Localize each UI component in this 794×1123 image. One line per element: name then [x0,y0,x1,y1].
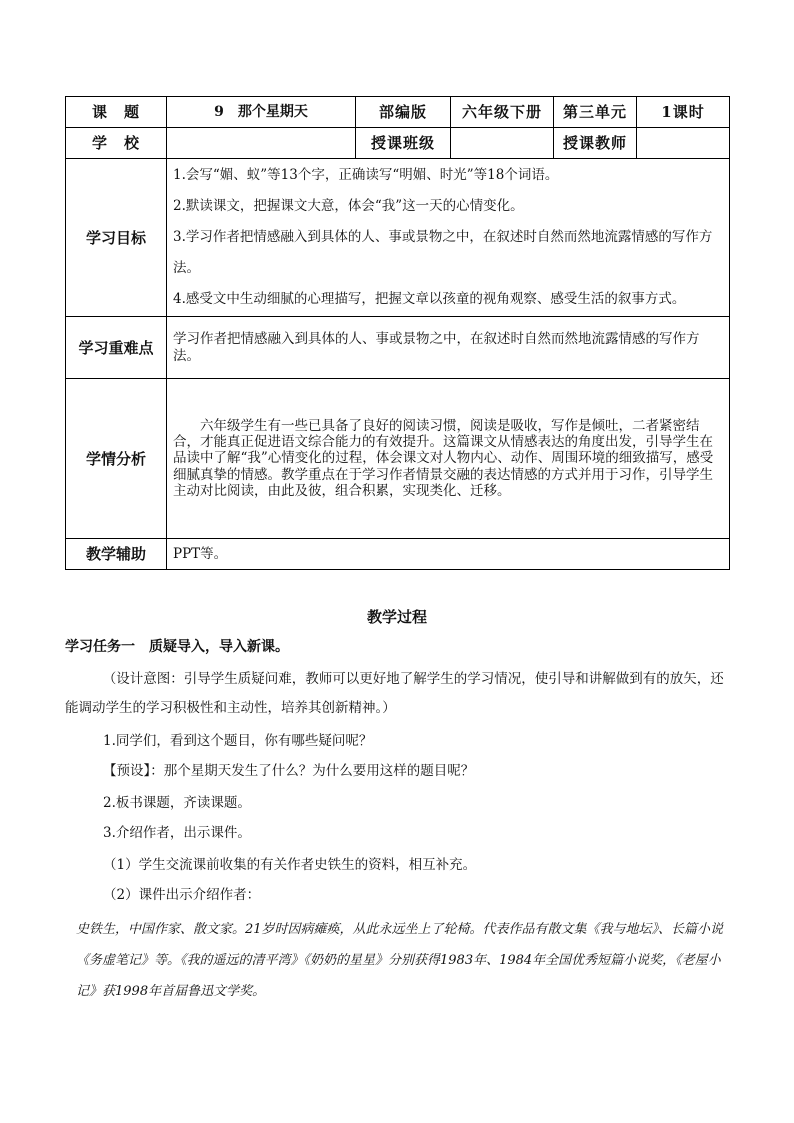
class-label: 授课班级 [356,128,451,159]
table-row-school [66,128,730,159]
step-2: 2.板书课题，齐读课题。 [103,795,251,811]
class-value [451,128,554,159]
key-points-text: 学习作者把情感融入到具体的人、事或景物之中，在叙述时自然而然地流露情感的写作方法。 [167,317,730,379]
author-intro: 史铁生，中国作家、散文家。21岁时因病瘫痪，从此永远坐上了轮椅。代表作品有散文集《我与地坛》、长篇小说《务虚笔记》等。《我的遥远的清平湾》《奶奶的星星》分别获得1983年、1984年全国优秀短篇小说奖，《老屋小记》获1998年首届鲁迅文学奖。 [76,922,724,999]
aids-label: 教学辅助 [66,539,167,570]
step-1: 1.同学们，看到这个题目，你有哪些疑问呢？ [103,733,373,749]
school-value [167,128,356,159]
school-label: 学 校 [66,128,167,159]
sub-step-1: （1）学生交流课前收集的有关作者史铁生的资料，相互补充。 [103,857,477,873]
teacher-value [637,128,730,159]
table-row-analysis [66,379,730,539]
key-points-label: 学习重难点 [66,317,167,379]
grade-value: 六年级下册 [451,97,554,128]
unit-value: 第三单元 [554,97,637,128]
aids-text: PPT等。 [167,539,730,570]
teacher-label: 授课教师 [554,128,637,159]
table-row-key-points [66,317,730,379]
goal-item: 2.默读课文，把握课文大意，体会“我”这一天的心情变化。 [173,198,524,214]
analysis-label: 学情分析 [66,379,167,539]
table-row-title [66,97,730,128]
table-row-goals [66,159,730,317]
task-heading: 学习任务一 质疑导入，导入新课。 [65,639,289,655]
sub-step-2: （2）课件出示介绍作者： [103,887,261,903]
hours-value: 1课时 [637,97,730,128]
process-title: 教学过程 [366,608,427,626]
table-row-aids [66,539,730,570]
goals-list [167,159,730,317]
lesson-title: 9 那个星期天 [167,97,356,128]
analysis-text: 六年级学生有一些已具备了良好的阅读习惯，阅读是吸收，写作是倾吐，二者紧密结合，才能真正促进语文综合能力的有效提升。这篇课文从情感表达的角度出发，引导学生在品读中了解“我”心情变化的过程，体会课文对人物内心、动作、周围环境的细致描写，感受细腻真挚的情感。教学重点在于学习作者情景交融的表达情感的方式并用于习作，引导学生主动对比阅读，由此及彼，组合积累，实现类化、迁移。 [167,379,730,539]
lesson-info-table [65,96,730,570]
course-title-label: 课 题 [66,97,167,128]
edition-value: 部编版 [356,97,451,128]
preset-answer: 【预设】：那个星期天发生了什么？为什么要用这样的题目呢？ [103,763,475,779]
goal-item: 4.感受文中生动细腻的心理描写，把握文章以孩童的视角观察、感受生活的叙事方式。 [173,291,686,307]
design-intent: （设计意图：引导学生质疑问难，教师可以更好地了解学生的学习情况，使引导和讲解做到有的放矢，还能调动学生的学习积极性和主动性，培养其创新精神。） [65,671,724,716]
goal-item: 3.学习作者把情感融入到具体的人、事或景物之中，在叙述时自然而然地流露情感的写作方法。 [173,229,713,276]
goal-item: 1.会写“媚、蚁”等13个字，正确读写“明媚、时光”等18个词语。 [173,167,559,183]
goals-label: 学习目标 [66,159,167,317]
step-3: 3.介绍作者，出示课件。 [103,825,251,841]
